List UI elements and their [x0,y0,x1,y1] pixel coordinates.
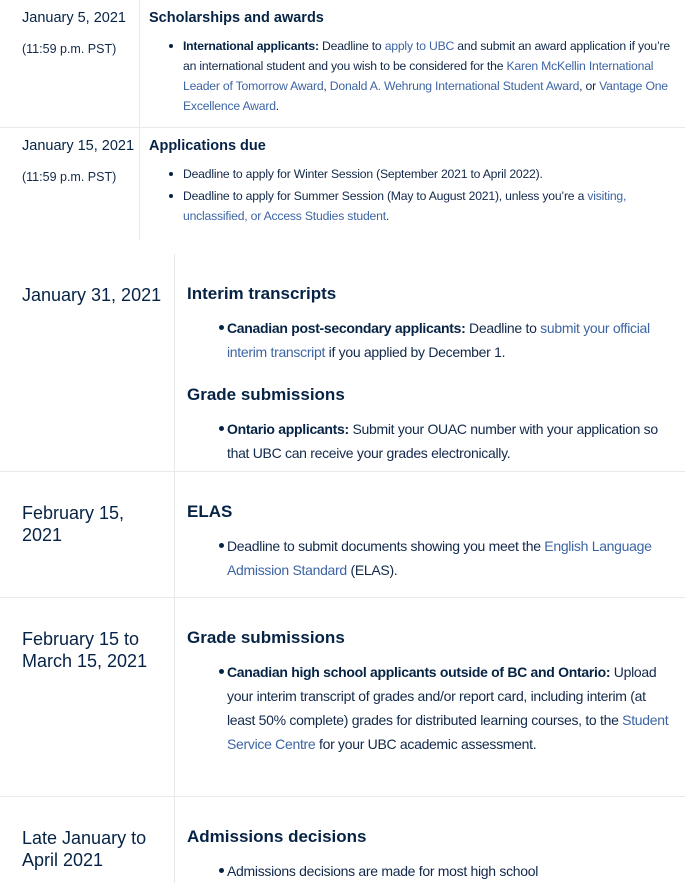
section-heading: ELAS [187,502,233,521]
section-content [175,472,685,597]
timeline-row [0,128,685,240]
date-label: January 15, 2021 [22,138,135,154]
date-cell [0,472,175,597]
body-text: for your UBC academic assessment. [315,736,537,752]
body-text: (ELAS). [346,562,398,578]
date-label: February 15 to March 15, 2021 [22,629,148,671]
date-label: January 31, 2021 [22,285,162,305]
section-heading: Applications due [149,138,266,154]
section-heading: Admissions decisions [187,827,367,846]
bullet-list [187,660,677,756]
section-content [175,598,685,796]
bullet-item [187,534,677,582]
section-content [175,797,685,883]
bullet-list [149,36,677,116]
body-text: Submit your OUAC number with your application so that UBC can receive your grades electronically. [227,421,658,461]
section-heading: Grade submissions [187,385,345,404]
body-text: Deadline to submit documents showing you meet the [227,538,545,554]
section-heading: Scholarships and awards [149,10,324,26]
section-heading: Grade submissions [187,628,345,647]
body-text: Admissions decisions are made for most high school [227,863,539,879]
date-label: January 5, 2021 [22,10,126,26]
bullet-list [187,534,677,582]
inline-link[interactable]: English Language Admission Standard [227,538,652,578]
date-cell [0,797,175,883]
bold-text: Canadian high school applicants outside of BC and Ontario: [227,664,611,680]
body-text: Deadline to [318,39,385,53]
inline-link[interactable]: Donald A. Wehrung International Student Award [329,79,580,93]
body-text: Deadline to apply for Summer Session (May to August 2021), unless you’re a [183,189,588,203]
date-label: February 15, 2021 [22,503,125,545]
bullet-item [149,164,677,184]
body-text: Deadline to [465,320,541,336]
date-time-note: (11:59 p.m. PST) [22,42,117,56]
body-text: . [385,209,390,223]
body-text: , or [579,79,600,93]
section-heading: Interim transcripts [187,284,337,303]
bullet-list [149,164,677,226]
bullet-item [187,316,677,364]
date-cell [0,128,140,240]
bullet-item [149,36,677,116]
section-content [140,128,685,240]
timeline-row [0,254,685,472]
date-cell [0,598,175,796]
date-time-note: (11:59 p.m. PST) [22,170,117,184]
bullet-item [187,859,677,883]
body-text: Deadline to apply for Winter Session (September 2021 to April 2022). [183,167,543,181]
bullet-item [187,660,677,756]
section-gap [0,240,685,254]
body-text: if you applied by December 1. [325,344,506,360]
bold-text: Canadian post-secondary applicants: [227,320,466,336]
inline-link[interactable]: Student Service Centre [227,712,669,752]
timeline-row [0,598,685,797]
bullet-list [187,417,677,465]
bold-text: International applicants: [183,39,319,53]
date-label: Late January to April 2021 [22,828,147,870]
body-text: , [323,79,330,93]
inline-link[interactable]: Vantage One Excellence Award [183,79,668,113]
body-text: Upload your interim transcript of grades and/or report card, including interim (at least 50% complete) grades for distributed learning courses, to the [227,664,657,728]
timeline-row [0,472,685,598]
inline-link[interactable]: visiting, unclassified, or Access Studies student [183,189,627,223]
bullet-list [187,859,677,883]
date-cell [0,254,175,471]
section-content [140,0,685,127]
bullet-item [187,417,677,465]
bold-text: Ontario applicants: [227,421,349,437]
bullet-list [187,316,677,364]
date-cell [0,0,140,127]
bullet-item [149,186,677,226]
timeline-row [0,0,685,128]
body-text: and submit an award application if you’re an international student and you wish to be considered for the [183,39,670,73]
body-text: . [275,99,279,113]
inline-link[interactable]: apply to UBC [384,39,455,53]
section-content [175,254,685,471]
inline-link[interactable]: submit your official interim transcript [227,320,650,360]
inline-link[interactable]: Karen McKellin International Leader of Tomorrow Award [183,59,654,93]
timeline-row [0,797,685,883]
